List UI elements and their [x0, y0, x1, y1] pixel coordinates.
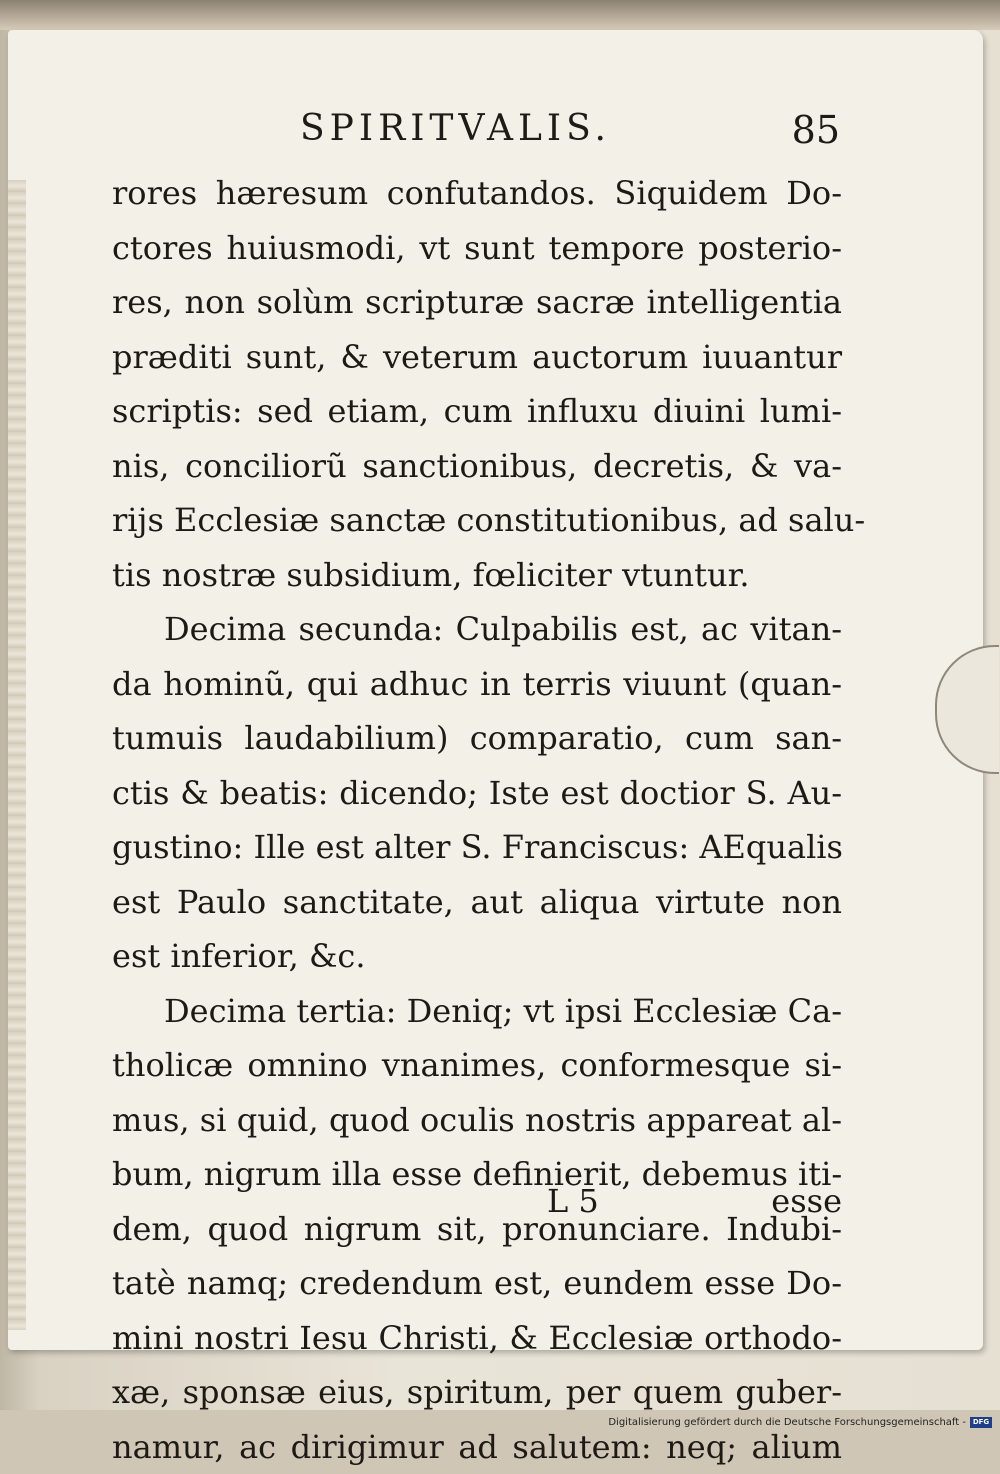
text-line: mini nostri Iesu Christi, & Ecclesiæ orthodo-: [112, 1311, 842, 1366]
text-line: bum, nigrum illa esse definierit, debemus iti-: [112, 1147, 842, 1202]
text-line: Decima tertia: Deniq; vt ipsi Ecclesiæ Ca-: [112, 984, 842, 1039]
text-line: tis nostræ subsidium, fœliciter vtuntur.: [112, 548, 842, 603]
text-line: tatè namq; credendum est, eundem esse Do-: [112, 1256, 842, 1311]
credit-text: Digitalisierung gefördert durch die Deutsche Forschungsgemeinschaft -: [608, 1417, 966, 1428]
text-line: rijs Ecclesiæ sanctæ constitutionibus, ad salu-: [112, 493, 842, 548]
text-line: scriptis: sed etiam, cum influxu diuini lumi-: [112, 384, 842, 439]
text-line: ctores huiusmodi, vt sunt tempore posterio-: [112, 221, 842, 276]
text-line: xæ, sponsæ eius, spiritum, per quem guber-: [112, 1365, 842, 1420]
text-line: tumuis laudabilium) comparatio, cum san-: [112, 711, 842, 766]
text-line: Decima secunda: Culpabilis est, ac vitan-: [112, 602, 842, 657]
text-line: dem, quod nigrum sit, pronunciare. Indubi-: [112, 1202, 842, 1257]
text-line: ctis & beatis: dicendo; Iste est doctior S. Au-: [112, 766, 842, 821]
catchword: esse: [771, 1182, 842, 1220]
text-line: rores hæresum confutandos. Siquidem Do-: [112, 166, 842, 221]
text-line: res, non solùm scripturæ sacræ intelligentia: [112, 275, 842, 330]
page-footer: [112, 1182, 842, 1232]
text-line: nis, conciliorũ sanctionibus, decretis, & va-: [112, 439, 842, 494]
text-line: da hominũ, qui adhuc in terris viuunt (quan-: [112, 657, 842, 712]
text-line: gustino: Ille est alter S. Franciscus: AEqualis: [112, 820, 842, 875]
book-top-edge: [0, 0, 1000, 30]
running-head: [300, 108, 840, 158]
digitization-credit: [608, 1417, 992, 1428]
page-number: 85: [792, 108, 840, 152]
running-head-title: SPIRITVALIS.: [300, 108, 611, 149]
text-line: est Paulo sanctitate, aut aliqua virtute non: [112, 875, 842, 930]
signature-mark: L 5: [547, 1182, 599, 1220]
text-line: mus, si quid, quod oculis nostris appareat al-: [112, 1093, 842, 1148]
text-line: est inferior, &c.: [112, 929, 842, 984]
text-line: præditi sunt, & veterum auctorum iuuantur: [112, 330, 842, 385]
dfg-logo: DFG: [970, 1417, 992, 1428]
binding-spine: [8, 180, 26, 1330]
text-line: tholicæ omnino vnanimes, conformesque si-: [112, 1038, 842, 1093]
body-text: [112, 166, 842, 1474]
text-line: namur, ac dirigimur ad salutem: neq; alium: [112, 1420, 842, 1474]
